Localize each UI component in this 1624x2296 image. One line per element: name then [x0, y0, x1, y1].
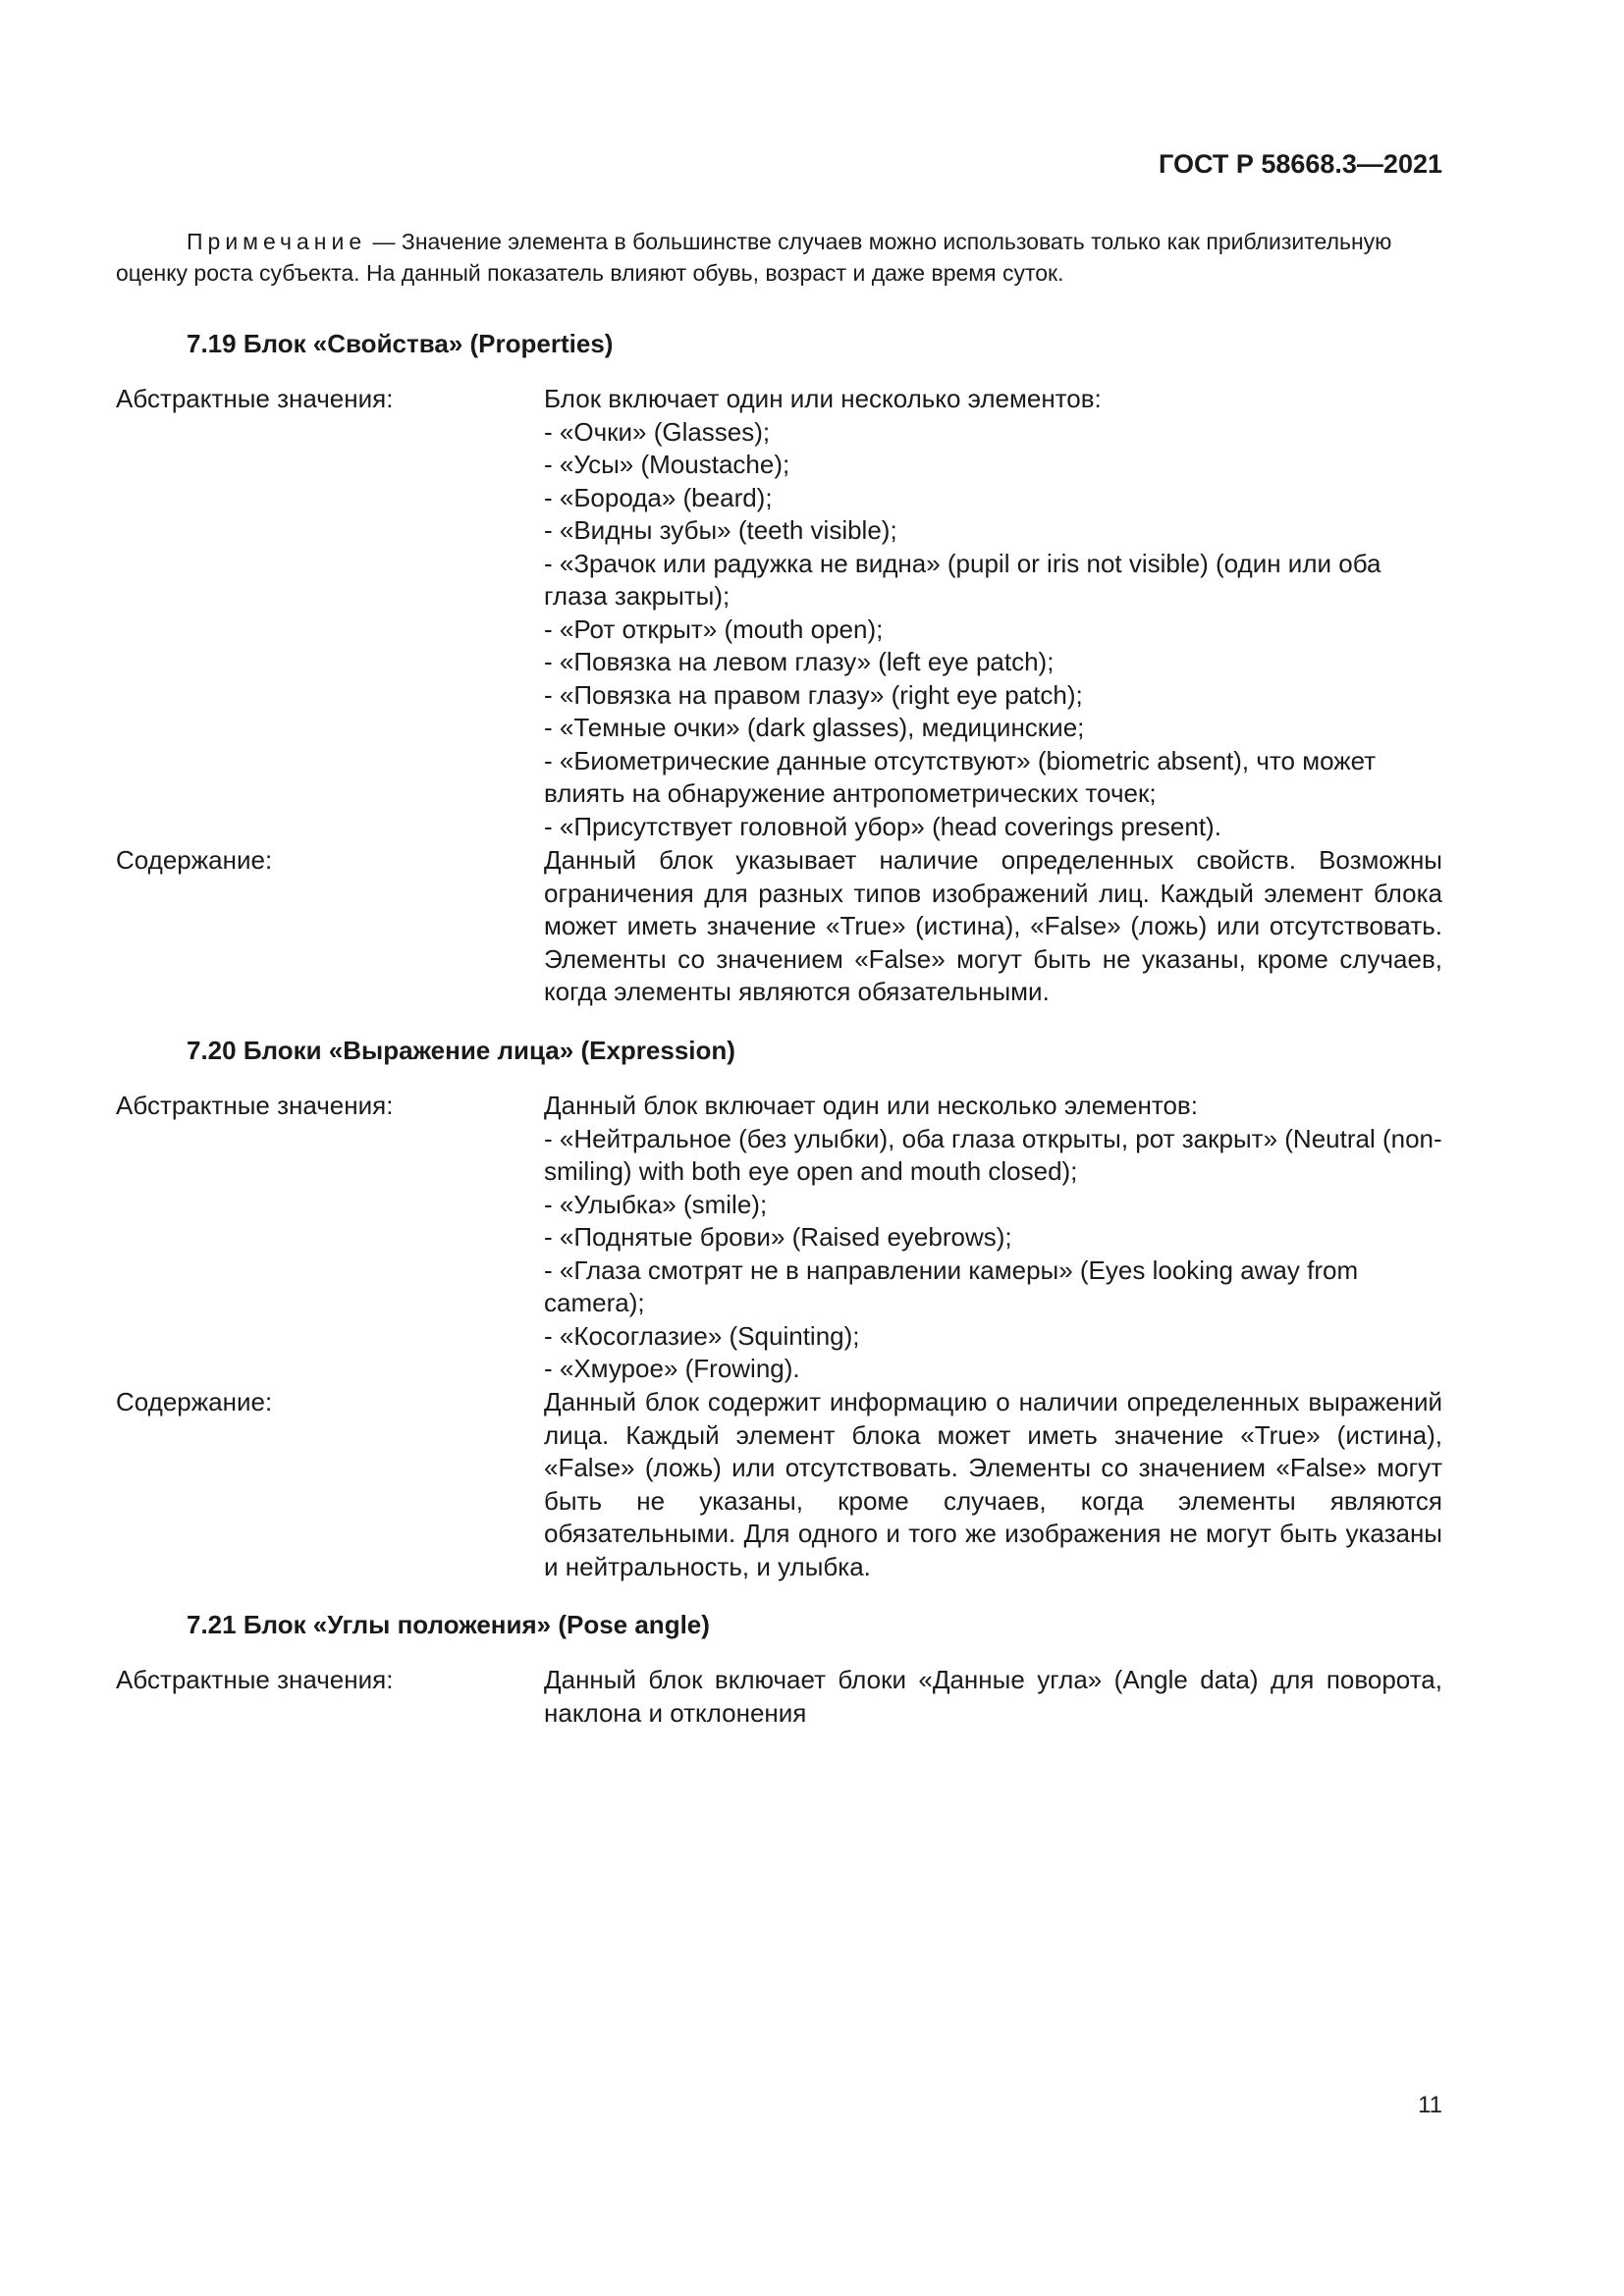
list-item: - «Хмурое» (Frowing).	[544, 1354, 800, 1383]
abstract-list	[544, 1090, 1442, 1386]
section-7-21-abstract	[116, 1664, 1442, 1730]
abstract-text: Данный блок включает блоки «Данные угла» (Angle data) для поворота, наклона и отклонения	[544, 1665, 1442, 1728]
abstract-label: Абстрактные значения:	[116, 1665, 394, 1694]
note-dash: —	[366, 229, 402, 254]
content-text: Данный блок указывает наличие определенных свойств. Возможны ограничения для разных типов изображений лиц. Каждый элемент блока может иметь значение «True» (истина), «False» (ложь) или отсутствовать. Элементы со значением «False» могут быть не указаны, кроме случаев, когда элементы являются обязательными.	[544, 845, 1442, 1006]
list-item: - «Усы» (Moustache);	[544, 450, 790, 479]
section-heading-7-19: 7.19 Блок «Свойства» (Properties)	[187, 329, 614, 358]
list-item: - «Темные очки» (dark glasses), медицинские;	[544, 713, 1085, 742]
document-code: ГОСТ Р 58668.3—2021	[1159, 149, 1442, 179]
content-label: Содержание:	[116, 1387, 273, 1416]
list-item: - «Зрачок или радужка не видна» (pupil or iris not visible) (один или оба глаза закрыты);	[544, 548, 1381, 611]
list-item: - «Рот открыт» (mouth open);	[544, 614, 884, 644]
list-item: - «Поднятые брови» (Raised eyebrows);	[544, 1222, 1012, 1252]
section-7-20-abstract	[116, 1090, 1442, 1386]
list-item: - «Косоглазие» (Squinting);	[544, 1320, 860, 1351]
content-label: Содержание:	[116, 845, 273, 875]
abstract-label: Абстрактные значения:	[116, 1091, 394, 1120]
section-heading-7-21: 7.21 Блок «Углы положения» (Pose angle)	[187, 1610, 710, 1639]
section-7-19-content	[116, 844, 1442, 1009]
list-item: - «Глаза смотрят не в направлении камеры» (Eyes looking away from camera);	[544, 1255, 1359, 1317]
abstract-list	[544, 383, 1442, 843]
list-item: - «Видны зубы» (teeth visible);	[544, 515, 897, 545]
page-number: 11	[1418, 2092, 1442, 2118]
list-item: Блок включает один или несколько элементов:	[544, 384, 1102, 413]
list-item: Данный блок включает один или несколько элементов:	[544, 1091, 1198, 1120]
note-paragraph	[116, 226, 1442, 289]
list-item: - «Повязка на левом глазу» (left eye patch);	[544, 647, 1055, 676]
list-item: - «Присутствует головной убор» (head coverings present).	[544, 811, 1221, 841]
abstract-label: Абстрактные значения:	[116, 384, 394, 413]
list-item: - «Биометрические данные отсутствуют» (biometric absent), что может влиять на обнаружение антропометрических точек;	[544, 745, 1377, 808]
section-7-19-abstract	[116, 383, 1442, 843]
content-text: Данный блок содержит информацию о наличии определенных выражений лица. Каждый элемент блока может иметь значение «True» (истина), «False» (ложь) или отсутствовать. Элементы со значением «False» могут быть не указаны, кроме случаев, когда элементы являются обязательными. Для одного и того же изображения не могут быть указаны и нейтральность, и улыбка.	[544, 1387, 1442, 1581]
list-item: - «Борода» (beard);	[544, 482, 773, 512]
note-text: Значение элемента в большинстве случаев можно использовать только как приблизительную оценку роста субъекта. На данный показатель влияют обувь, возраст и даже время суток.	[116, 229, 1392, 286]
list-item: - «Нейтральное (без улыбки), оба глаза открыты, рот закрыт» (Neutral (non-smiling) with both eye open and mouth closed);	[544, 1123, 1442, 1186]
list-item: - «Улыбка» (smile);	[544, 1189, 768, 1219]
list-item: - «Очки» (Glasses);	[544, 416, 771, 447]
section-heading-7-20: 7.20 Блоки «Выражение лица» (Expression)	[187, 1036, 735, 1065]
list-item: - «Повязка на правом глазу» (right eye patch);	[544, 679, 1083, 710]
note-label: Примечание	[187, 229, 367, 254]
section-7-20-content	[116, 1386, 1442, 1583]
